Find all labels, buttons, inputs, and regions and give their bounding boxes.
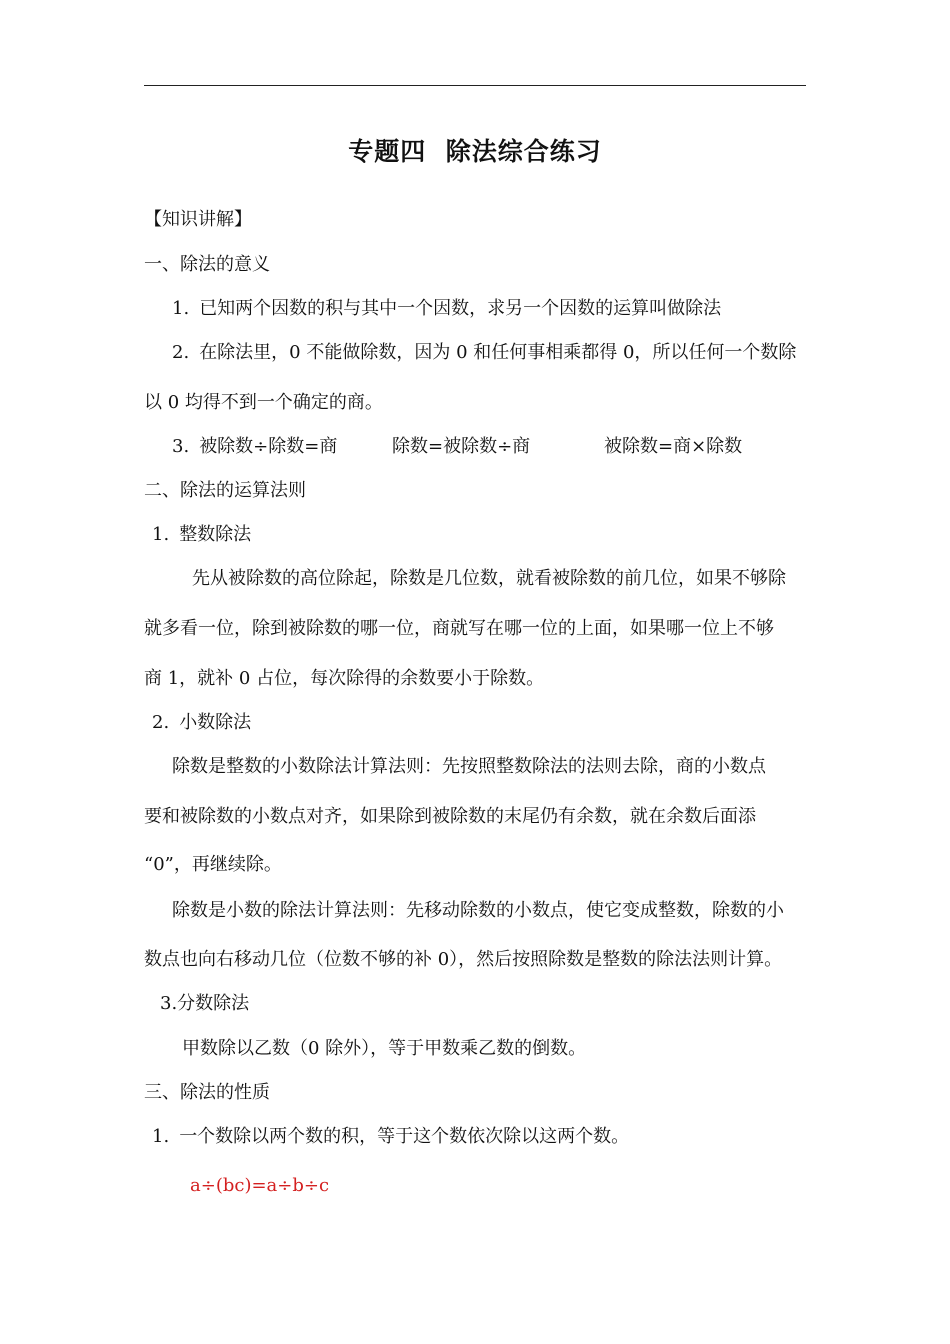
s3-point-1 xyxy=(152,1125,629,1149)
s1-point-2-num: 2. xyxy=(172,342,190,363)
page-title: 专题四 除法综合练习 xyxy=(348,137,602,166)
s1-point-3-num: 3. xyxy=(172,436,190,457)
s1-point-2-text-a: 在除法里，0 不能做除数，因为 0 和任何事相乘都得 0，所以任何一个数除 xyxy=(199,342,797,363)
s1-point-1-num: 1. xyxy=(172,298,190,319)
s2-sub2-line-4: 除数是小数的除法计算法则：先移动除数的小数点，使它变成整数，除数的小 xyxy=(172,900,784,921)
s1-point-2 xyxy=(172,341,796,365)
s2-sub-1-num: 1. xyxy=(152,524,170,545)
s1-point-3 xyxy=(172,435,337,459)
s3-formula: a÷(bc)=a÷b÷c xyxy=(190,1175,330,1196)
knowledge-header: 【知识讲解】 xyxy=(144,209,252,230)
s2-sub-1-title: 整数除法 xyxy=(179,524,252,545)
s2-sub2-line-3: “0”，再继续除。 xyxy=(144,854,282,875)
s2-sub-2-title: 小数除法 xyxy=(179,712,252,733)
formula-3: 被除数=商×除数 xyxy=(604,436,743,457)
s2-sub-2-num: 2. xyxy=(152,712,170,733)
s1-point-1-text: 已知两个因数的积与其中一个因数，求另一个因数的运算叫做除法 xyxy=(199,298,722,319)
formula-1: 被除数÷除数=商 xyxy=(199,436,338,457)
s2-sub3-line-1: 甲数除以乙数（0 除外），等于甲数乘乙数的倒数。 xyxy=(182,1038,587,1059)
s3-point-1-text: 一个数除以两个数的积，等于这个数依次除以这两个数。 xyxy=(179,1126,630,1147)
s1-point-2-text-b: 以 0 均得不到一个确定的商。 xyxy=(144,392,383,413)
s2-sub-1 xyxy=(152,523,251,547)
section-2-heading: 二、除法的运算法则 xyxy=(144,480,306,501)
s2-sub-3-title: 3.分数除法 xyxy=(160,993,250,1014)
s2-sub2-line-1: 除数是整数的小数除法计算法则：先按照整数除法的法则去除，商的小数点 xyxy=(172,756,766,777)
s2-sub1-line-2: 就多看一位，除到被除数的哪一位，商就写在哪一位的上面，如果哪一位上不够 xyxy=(144,618,774,639)
section-3-heading: 三、除法的性质 xyxy=(144,1082,270,1103)
section-1-heading: 一、除法的意义 xyxy=(144,254,270,275)
s3-point-1-num: 1. xyxy=(152,1126,170,1147)
s1-point-1 xyxy=(172,297,721,321)
s2-sub1-line-3: 商 1，就补 0 占位，每次除得的余数要小于除数。 xyxy=(144,668,545,689)
s2-sub1-line-1: 先从被除数的高位除起，除数是几位数，就看被除数的前几位，如果不够除 xyxy=(192,568,786,589)
header-rule xyxy=(144,85,806,86)
s2-sub-2 xyxy=(152,711,251,735)
s2-sub2-line-5: 数点也向右移动几位（位数不够的补 0），然后按照除数是整数的除法法则计算。 xyxy=(144,949,783,970)
formula-2: 除数=被除数÷商 xyxy=(392,436,531,457)
s2-sub2-line-2: 要和被除数的小数点对齐，如果除到被除数的末尾仍有余数，就在余数后面添 xyxy=(144,806,756,827)
